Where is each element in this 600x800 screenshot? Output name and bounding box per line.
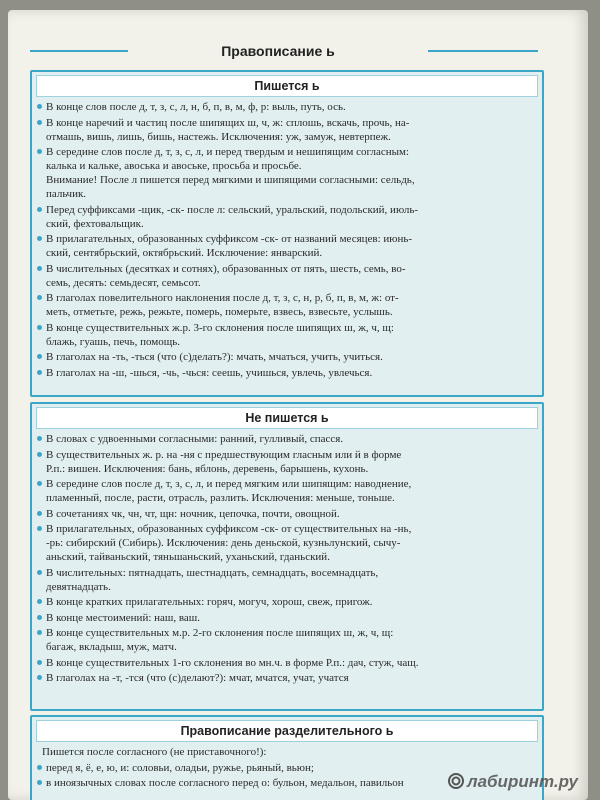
rule-item: [32, 203, 542, 231]
rule-item: [32, 671, 542, 685]
section-written: [30, 70, 544, 397]
bullet-icon: [37, 236, 42, 241]
rule-text-line: перед я, ё, е, ю, и: соловьи, оладьи, ружье, рьяный, вьюн;: [46, 761, 314, 774]
section-header: Правописание разделительного ь: [36, 720, 538, 742]
bullet-icon: [37, 765, 42, 770]
rules-list: [32, 100, 542, 380]
bullet-icon: [37, 266, 42, 271]
rule-item: [32, 350, 542, 364]
rule-item: [32, 656, 542, 670]
section-intro: Пишется после согласного (не приставочного!):: [42, 746, 267, 758]
watermark-text: лабиринт.ру: [467, 772, 578, 791]
rule-item: [32, 507, 542, 521]
book-page: [8, 10, 588, 800]
bullet-icon: [37, 104, 42, 109]
bullet-icon: [37, 615, 42, 620]
rule-item: [32, 595, 542, 609]
rule-text-line: Внимание! После л пишется перед мягкими и шипящими согласными: сельдь,: [46, 174, 415, 186]
rule-item: [32, 291, 542, 319]
rule-text-line: В сочетаниях чк, чн, чт, щн: ночник, цепочка, почти, овощной.: [46, 507, 340, 520]
bullet-icon: [37, 511, 42, 516]
rule-text-line: В середине слов после д, т, з, с, л, и перед твердым и нешипящим согласным:: [46, 146, 410, 158]
rule-item: [32, 100, 542, 114]
rule-text-line: В глаголах повелительного наклонения после д, т, з, с, н, р, б, п, в, м, ж: от-: [46, 292, 399, 304]
rule-text-line: меть, отметьте, режь, режьте, померь, померьте, взвесь, взвесьте, услышь.: [46, 306, 393, 318]
rule-text-line: пламенный, после, расти, отрасль, разлить. Исключения: меньше, тоньше.: [46, 492, 395, 504]
bullet-icon: [37, 780, 42, 785]
rule-text-line: аньский, тайваньский, тяньшаньский, уханьский, гданьский.: [46, 551, 330, 563]
rule-item: [32, 366, 542, 380]
rule-text-line: В числительных: пятнадцать, шестнадцать, семнадцать, восемнадцать,: [46, 566, 379, 579]
bullet-icon: [37, 120, 42, 125]
rule-item: [32, 262, 542, 290]
rule-text-line: отмашь, вишь, лишь, бишь, настежь. Исключения: уж, замуж, невтерпеж.: [46, 130, 391, 143]
page-title: Правописание ь: [128, 40, 428, 62]
section-header: Пишется ь: [36, 75, 538, 97]
bullet-icon: [37, 436, 42, 441]
rule-text-line: ский, фехтовальщик.: [46, 217, 144, 230]
rule-text-line: калька и кальке, авоська и авоське, просьба и просьбе.: [46, 160, 302, 172]
bullet-icon: [37, 630, 42, 635]
bullet-icon: [37, 675, 42, 680]
rule-text-line: Перед суффиксами -щик, -ск- после л: сельский, уральский, подольский, июль-: [46, 203, 419, 216]
rule-text-line: -рь: сибирский (Сибирь). Исключения: день деньской, кузньлунский, сычу-: [46, 537, 401, 549]
rule-item: [32, 116, 542, 144]
bullet-icon: [37, 526, 42, 531]
bullet-icon: [37, 452, 42, 457]
labyrinth-logo-icon: [448, 773, 464, 789]
rule-item: [32, 448, 542, 476]
rules-list: [32, 432, 542, 685]
bullet-icon: [37, 660, 42, 665]
rule-text-line: В конце кратких прилагательных: горяч, могуч, хорош, свеж, пригож.: [46, 596, 373, 608]
rule-item: [32, 145, 542, 201]
rule-item: [32, 522, 542, 564]
rule-text-line: пальчик.: [46, 188, 87, 200]
bullet-icon: [37, 149, 42, 154]
rule-text-line: В существительных ж. р. на -ня с предшествующим гласным или й в форме: [46, 448, 402, 461]
rule-text-line: багаж, вкладыш, муж, матч.: [46, 641, 177, 653]
bullet-icon: [37, 570, 42, 575]
rule-item: [32, 477, 542, 505]
rule-text-line: В прилагательных, образованных суффиксом -ск- от существительных на -нь,: [46, 523, 412, 535]
rule-text-line: В глаголах на -т, -тся (что (с)делают?): мчат, мчатся, учат, учатся: [46, 672, 349, 684]
rule-text-line: В конце наречий и частиц после шипящих ш, ч, ж: сплошь, вскачь, прочь, на-: [46, 116, 410, 129]
rule-item: [32, 566, 542, 594]
watermark: [448, 772, 578, 792]
rule-text-line: В словах с удвоенными согласными: ранний, гулливый, спасся.: [46, 433, 344, 445]
rule-text-line: В середине слов после д, т, з, с, л, и перед мягким или шипящим: наводнение,: [46, 478, 412, 490]
rule-item: [32, 232, 542, 260]
bullet-icon: [37, 599, 42, 604]
rule-text-line: ский, сентябрьский, октябрьский. Исключение: январский.: [46, 247, 323, 259]
section-header: Не пишется ь: [36, 407, 538, 429]
section-not-written: [30, 402, 544, 711]
bullet-icon: [37, 481, 42, 486]
rule-item: [32, 432, 542, 446]
rule-text-line: В конце существительных 1-го склонения во мн.ч. в форме Р.п.: дач, стуж, чащ.: [46, 656, 419, 669]
rule-text-line: Р.п.: вишен. Исключения: бань, яблонь, деревень, барышень, кухонь.: [46, 462, 369, 475]
rule-item: [32, 611, 542, 625]
rule-text-line: В конце слов после д, т, з, с, л, н, б, п, в, м, ф, р: выль, путь, ось.: [46, 101, 346, 113]
rule-text-line: в иноязычных словах после согласного перед о: бульон, медальон, павильон: [46, 777, 404, 789]
bullet-icon: [37, 325, 42, 330]
bullet-icon: [37, 207, 42, 212]
rule-text-line: семь, десять: семьдесят, семьсот.: [46, 276, 201, 289]
rule-item: [32, 321, 542, 349]
rule-text-line: В конце существительных ж.р. 3-го склонения после шипящих ш, ж, ч, щ:: [46, 321, 394, 334]
rule-text-line: В числительных (десятках и сотнях), образованных от пять, шесть, семь, во-: [46, 262, 406, 275]
rule-text-line: В прилагательных, образованных суффиксом -ск- от названий месяцев: июнь-: [46, 233, 413, 245]
bullet-icon: [37, 354, 42, 359]
rule-text-line: девятнадцать.: [46, 580, 111, 593]
rule-text-line: В глаголах на -ш, -шься, -чь, -чься: сеешь, учишься, увлечь, увлечься.: [46, 366, 373, 379]
rule-text-line: В конце местоимений: наш, ваш.: [46, 611, 201, 624]
rule-item: [32, 626, 542, 654]
rule-text-line: В конце существительных м.р. 2-го склонения после шипящих ш, ж, ч, щ:: [46, 627, 394, 639]
bullet-icon: [37, 295, 42, 300]
rule-text-line: В глаголах на -ть, -ться (что (с)делать?): мчать, мчаться, учить, учиться.: [46, 351, 383, 363]
rule-text-line: блажь, гуашь, печь, помощь.: [46, 335, 180, 348]
bullet-icon: [37, 370, 42, 375]
